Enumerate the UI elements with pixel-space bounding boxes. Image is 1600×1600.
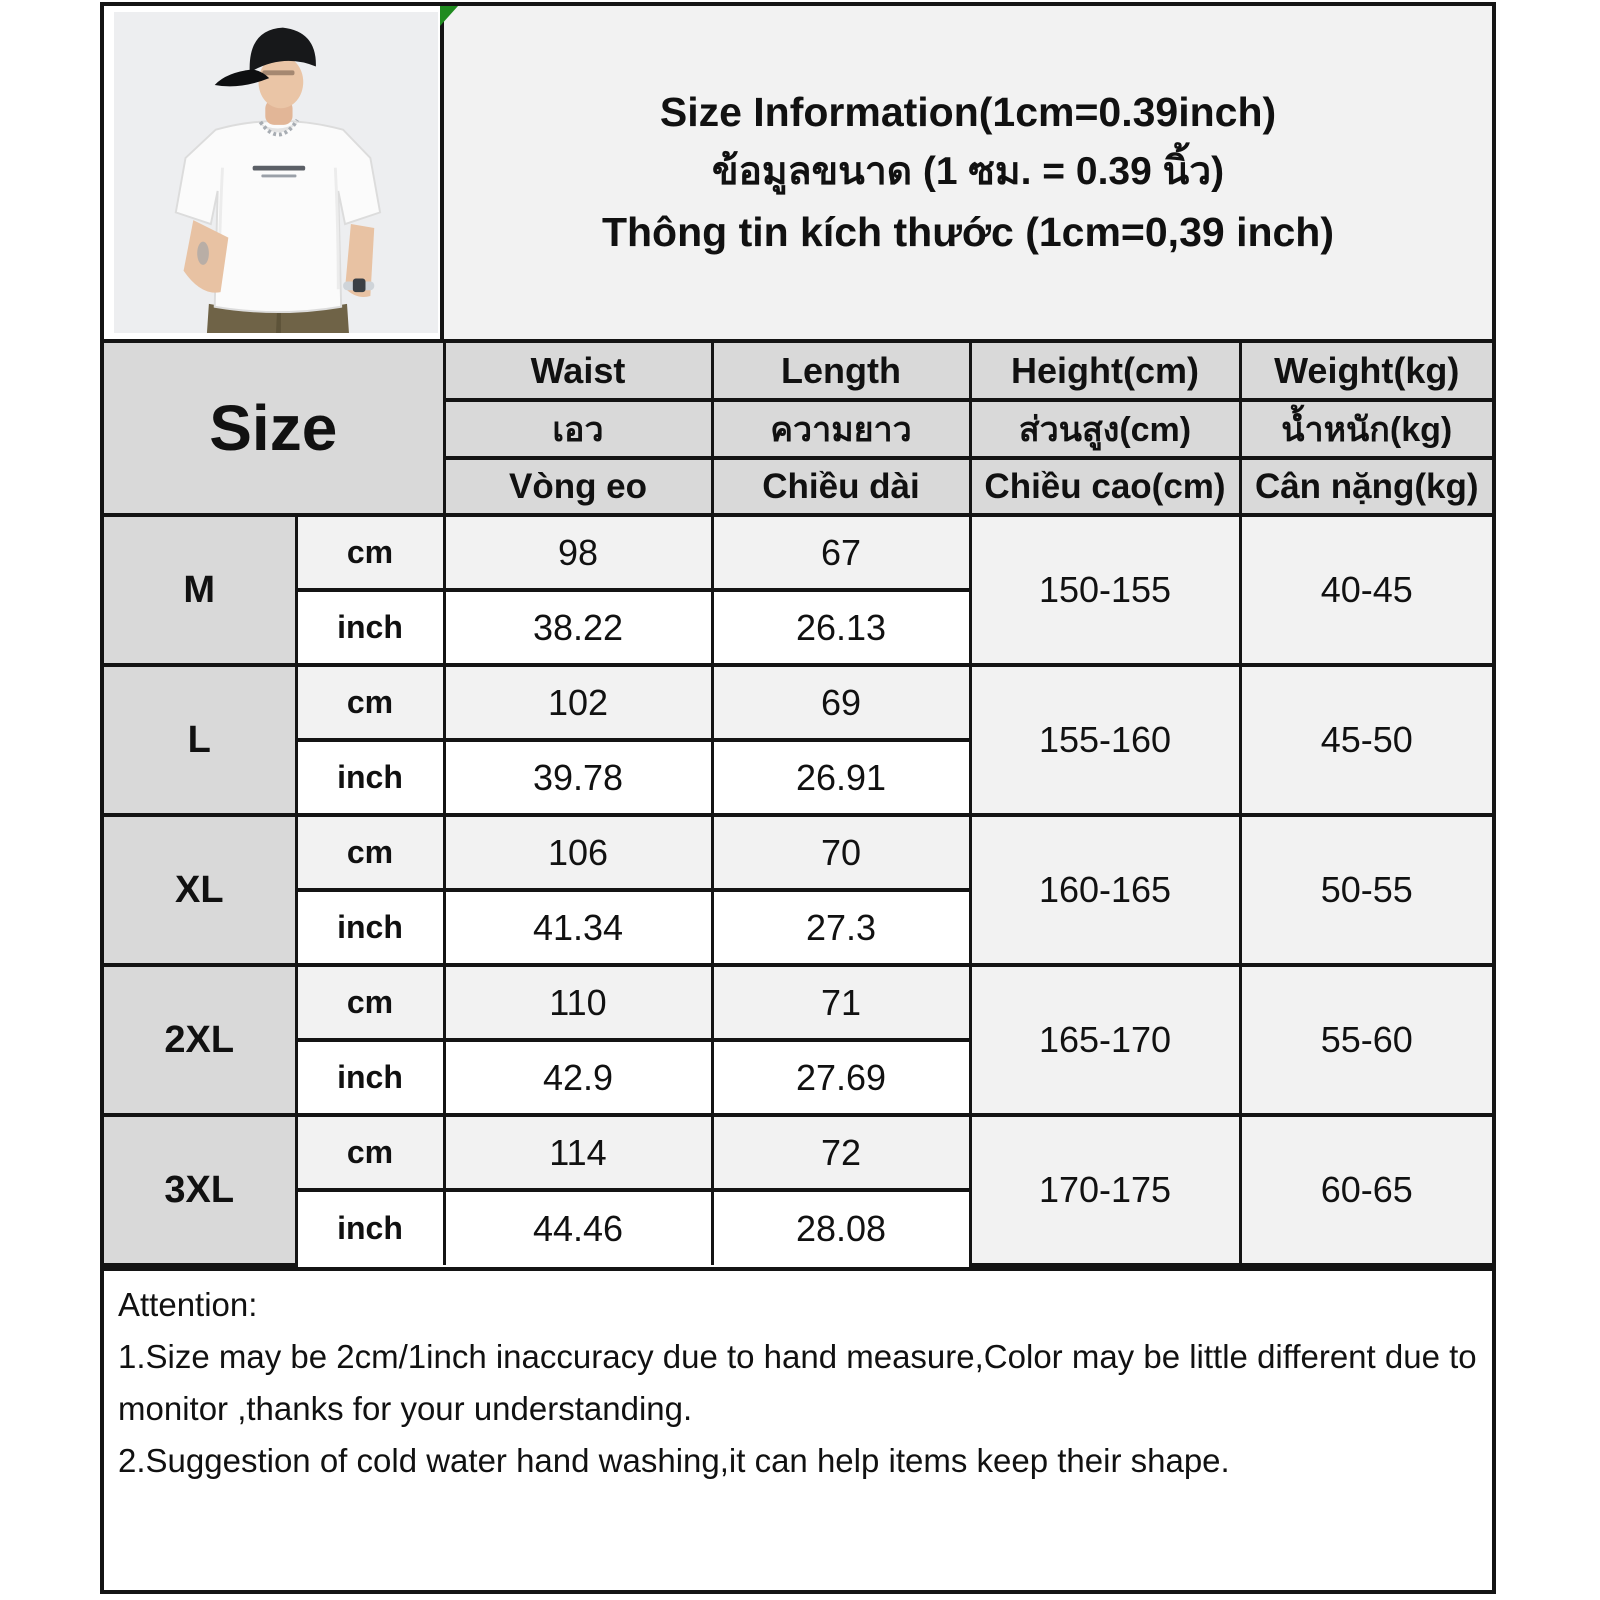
size-chart-sheet [100,2,1496,1594]
waist-cm-value: 110 [444,965,712,1040]
length-cm-value: 69 [712,665,970,740]
length-inch-value: 27.3 [712,890,970,965]
size-label: 2XL [104,965,296,1115]
weight-value: 60-65 [1240,1115,1492,1265]
waist-inch-value: 41.34 [444,890,712,965]
page-title-vi: Thông tin kích thước (1cm=0,39 inch) [601,208,1335,255]
model-figure-illustration [114,12,438,333]
unit-label-cm: cm [296,1115,444,1190]
waist-header-en: Waist [444,343,712,400]
length-inch-value: 26.91 [712,740,970,815]
size-label: M [104,515,296,665]
length-inch-value: 28.08 [712,1190,970,1265]
waist-cm-value: 114 [444,1115,712,1190]
unit-label-inch: inch [296,1190,444,1265]
waist-inch-value: 42.9 [444,1040,712,1115]
weight-value: 45-50 [1240,665,1492,815]
length-cm-value: 70 [712,815,970,890]
unit-label-cm: cm [296,665,444,740]
length-cm-value: 71 [712,965,970,1040]
page-title-th: ข้อมูลขนาด (1 ซม. = 0.39 นิ้ว) [711,150,1225,194]
attention-note-2: 2.Suggestion of cold water hand washing,it can help items keep their shape. [118,1442,1230,1480]
length-header-en: Length [712,343,970,400]
length-inch-value: 26.13 [712,590,970,665]
waist-header-th: เอว [444,400,712,458]
size-label: 3XL [104,1115,296,1265]
header-band [104,6,1492,343]
product-photo [114,12,438,333]
waist-cm-value: 102 [444,665,712,740]
green-corner-flag-icon [440,6,458,26]
unit-label-cm: cm [296,515,444,590]
waist-cm-value: 106 [444,815,712,890]
length-header-th: ความยาว [712,400,970,458]
height-value: 170-175 [970,1115,1240,1265]
size-column-header: Size [104,343,444,515]
waist-inch-value: 44.46 [444,1190,712,1265]
attention-title: Attention: [118,1286,258,1323]
unit-label-inch: inch [296,890,444,965]
weight-header-th: น้ำหนัก(kg) [1240,400,1492,458]
product-photo-cell [104,6,444,339]
weight-value: 55-60 [1240,965,1492,1115]
title-block [444,6,1492,339]
weight-value: 40-45 [1240,515,1492,665]
height-value: 160-165 [970,815,1240,965]
size-label: L [104,665,296,815]
length-cm-value: 72 [712,1115,970,1190]
height-value: 165-170 [970,965,1240,1115]
unit-label-inch: inch [296,590,444,665]
attention-notes [104,1267,1492,1590]
waist-inch-value: 39.78 [444,740,712,815]
size-label: XL [104,815,296,965]
waist-inch-value: 38.22 [444,590,712,665]
unit-label-inch: inch [296,740,444,815]
height-header-th: ส่วนสูง(cm) [970,400,1240,458]
height-header-en: Height(cm) [970,343,1240,400]
page-title-en: Size Information(1cm=0.39inch) [659,88,1277,135]
weight-header-vi: Cân nặng(kg) [1240,458,1492,515]
waist-cm-value: 98 [444,515,712,590]
waist-header-vi: Vòng eo [444,458,712,515]
weight-header-en: Weight(kg) [1240,343,1492,400]
unit-label-inch: inch [296,1040,444,1115]
attention-note-1: 1.Size may be 2cm/1inch inaccuracy due to hand measure,Color may be little different due to monitor ,thanks for your understanding. [118,1338,1477,1428]
weight-value: 50-55 [1240,815,1492,965]
height-value: 155-160 [970,665,1240,815]
unit-label-cm: cm [296,815,444,890]
length-header-vi: Chiều dài [712,458,970,515]
height-header-vi: Chiều cao(cm) [970,458,1240,515]
unit-label-cm: cm [296,965,444,1040]
length-cm-value: 67 [712,515,970,590]
size-table [104,343,1492,1267]
length-inch-value: 27.69 [712,1040,970,1115]
height-value: 150-155 [970,515,1240,665]
